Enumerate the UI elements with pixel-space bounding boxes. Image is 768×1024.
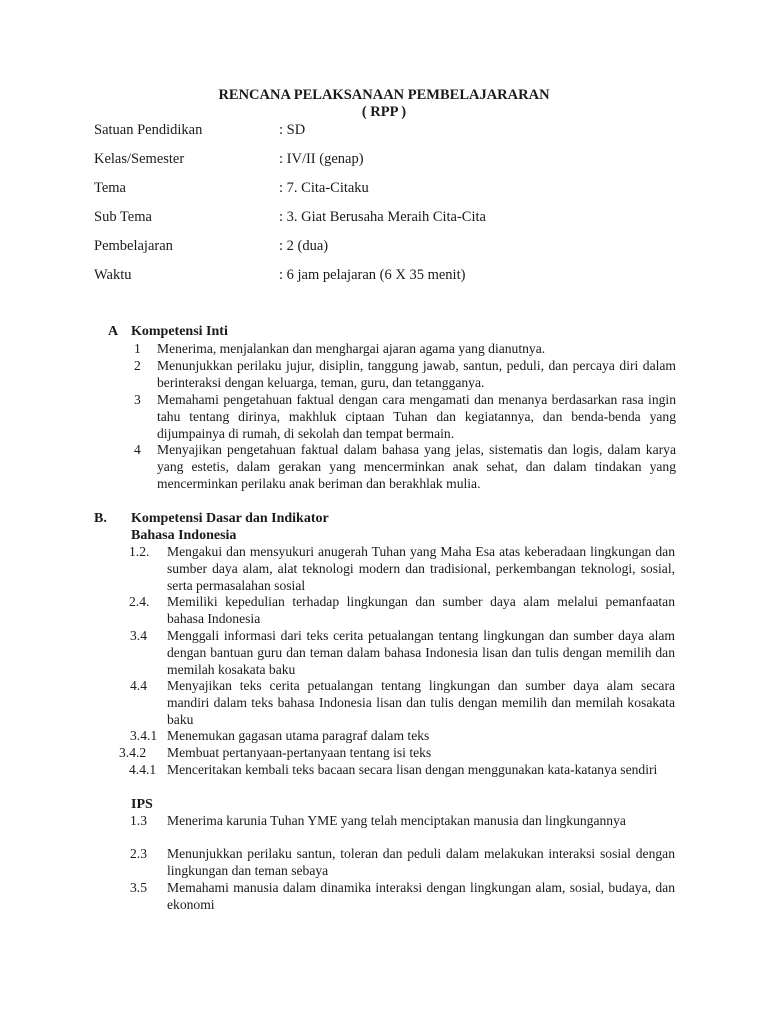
list-item-number: 4.4 (130, 678, 147, 693)
list-item-number: 1.2. (129, 544, 150, 559)
info-value: : 2 (dua) (279, 238, 329, 254)
list-item-text: Menceritakan kembali teks bacaan secara lisan dengan menggunakan kata-katanya sendiri (167, 762, 658, 777)
info-label: Tema (94, 180, 126, 196)
subject-heading-bahasa: Bahasa Indonesia (131, 528, 237, 543)
info-label: Kelas/Semester (94, 151, 185, 167)
section-a-letter: A (108, 324, 119, 339)
list-item-number: 2.4. (129, 594, 150, 609)
info-row-kelas (94, 150, 694, 168)
list-item-text: Menggali informasi dari teks cerita petualangan tentang lingkungan dan sumber daya alam dengan bantuan guru dan teman dalam bahasa Indonesia lisan dan tulis dengan memilih dan memilah kosakata baku (167, 628, 675, 677)
document-title: RENCANA PELAKSANAAN PEMBELAJARARAN (218, 87, 550, 103)
list-item-text: Membuat pertanyaan-pertanyaan tentang isi teks (167, 745, 432, 760)
info-label: Satuan Pendidikan (94, 122, 203, 138)
info-value: : 7. Cita-Citaku (279, 180, 369, 196)
info-label: Sub Tema (94, 209, 152, 225)
list-item-text: Memahami manusia dalam dinamika interaksi dengan lingkungan alam, sosial, budaya, dan ekonomi (167, 880, 675, 912)
list-item-text: Menemukan gagasan utama paragraf dalam teks (167, 728, 430, 743)
info-label: Waktu (94, 267, 132, 283)
list-item-text: Mengakui dan mensyukuri anugerah Tuhan yang Maha Esa atas keberadaan lingkungan dan sumber daya alam, alat teknologi modern dan tradisional, perkembangan teknologi, sosial, serta permasalahan sosial (167, 544, 675, 593)
list-item-text: Memiliki kepedulian terhadap lingkungan dan sumber daya alam melalui pemanfaatan bahasa Indonesia (167, 594, 675, 626)
info-row-tema (94, 179, 694, 197)
list-item-text: Menunjukkan perilaku jujur, disiplin, tanggung jawab, santun, peduli, dan percaya diri dalam berinteraksi dengan keluarga, teman, guru, dan tetangganya. (157, 358, 676, 390)
section-b-heading: Kompetensi Dasar dan Indikator (131, 511, 329, 526)
section-a-heading: Kompetensi Inti (131, 324, 228, 339)
list-item-number: 2 (134, 358, 141, 373)
section-b-letter: B. (94, 511, 107, 526)
document-subtitle: ( RPP ) (361, 104, 407, 120)
list-item-text: Memahami pengetahuan faktual dengan cara mengamati dan menanya berdasarkan rasa ingin tahu tentang dirinya, makhluk ciptaan Tuhan dan kegiatannya, dan benda-benda yang dijumpainya di rumah, di sekolah dan tempat bermain. (157, 392, 676, 441)
list-item-number: 3.4 (130, 628, 147, 643)
list-item-text: Menerima, menjalankan dan menghargai ajaran agama yang dianutnya. (157, 341, 546, 356)
list-item-number: 1.3 (130, 813, 147, 828)
info-value: : 3. Giat Berusaha Meraih Cita-Cita (279, 209, 486, 225)
list-item-number: 4 (134, 442, 141, 457)
info-value: : IV/II (genap) (279, 151, 364, 167)
list-item-number: 3.4.1 (130, 728, 158, 743)
list-item-text: Menyajikan teks cerita petualangan tentang lingkungan dan sumber daya alam secara mandiri dalam teks bahasa Indonesia lisan dan tulis dengan memilih dan memilah kosakata baku (167, 678, 675, 727)
info-label: Pembelajaran (94, 238, 173, 254)
list-item-number: 3.5 (130, 880, 147, 895)
subject-heading-ips: IPS (131, 797, 153, 812)
list-item-text: Menunjukkan perilaku santun, toleran dan peduli dalam melakukan interaksi sosial dengan lingkungan dan teman sebaya (167, 846, 675, 878)
list-item-number: 2.3 (130, 846, 147, 861)
list-item-number: 1 (134, 341, 141, 356)
list-item-number: 3.4.2 (119, 745, 147, 760)
info-row-waktu (94, 266, 694, 284)
info-value: : 6 jam pelajaran (6 X 35 menit) (279, 267, 466, 283)
list-item-text: Menerima karunia Tuhan YME yang telah menciptakan manusia dan lingkungannya (167, 813, 626, 828)
info-value: : SD (279, 122, 306, 138)
list-item-text: Menyajikan pengetahuan faktual dalam bahasa yang jelas, sistematis dan logis, dalam karya yang estetis, dalam gerakan yang mencerminkan anak sehat, dan dalam tindakan yang mencerminkan perilaku anak beriman dan berakhlak mulia. (157, 442, 676, 491)
info-row-pembelajaran (94, 237, 694, 255)
list-item-number: 4.4.1 (129, 762, 157, 777)
info-row-subtema (94, 208, 694, 226)
info-row-satuan (94, 121, 694, 139)
list-item-number: 3 (134, 392, 141, 407)
